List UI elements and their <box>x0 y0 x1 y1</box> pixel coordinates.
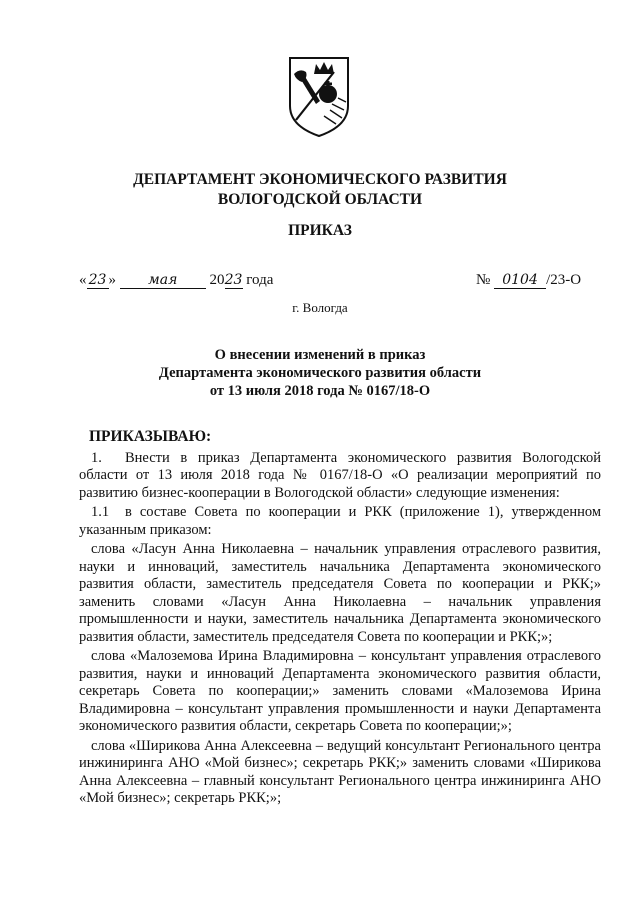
coat-of-arms-shield <box>286 54 352 138</box>
date-year-prefix: 20 <box>209 272 225 288</box>
order-number <box>476 270 581 290</box>
paragraph-malozemova: слова «Малоземова Ирина Владимировна – консультант управления отраслевого развития, науки и инноваций Департамента экономического развития области, секретарь Совета по кооперации;» заменить словами «Малоземова Ирина Владимировна – консультант управления промышленности и науки Департамента экономического развития области, секретарь Совета по кооперации;»; <box>79 648 601 734</box>
paragraph-1-1-text: в составе Совета по кооперации и РКК (приложение 1), утвержденном указанным приказом: <box>79 504 601 538</box>
number-value: 0104 <box>494 272 546 289</box>
order-subject <box>0 346 640 400</box>
subject-line-2: Департамента экономического развития области <box>158 365 482 381</box>
date-year-suffix: 23 <box>224 272 243 288</box>
date-month: мая <box>120 272 206 289</box>
department-line-1: ДЕПАРТАМЕНТ ЭКОНОМИЧЕСКОГО РАЗВИТИЯ <box>133 171 507 188</box>
number-suffix: /23-О <box>546 272 582 288</box>
paragraph-shirikova: слова «Ширикова Анна Алексеевна – ведущий консультант Регионального центра инжиниринга АНО «Мой бизнес»; секретарь РКК;» заменить словами «Ширикова Анна Алексеевна – главный консультант Регионального центра инжиниринга АНО «Мой бизнес»; секретарь РКК;»; <box>79 737 601 806</box>
order-heading: ПРИКАЗЫВАЮ: <box>89 428 212 445</box>
department-line-2: ВОЛОГОДСКОЙ ОБЛАСТИ <box>217 191 423 208</box>
order-date <box>79 270 273 290</box>
date-year-word: года <box>246 272 274 288</box>
paragraph-1-1-number: 1.1 <box>91 504 110 520</box>
date-close-quote: » <box>108 272 116 288</box>
order-body <box>79 428 601 810</box>
paragraph-1 <box>79 450 601 503</box>
date-open-quote: « <box>79 272 87 288</box>
subject-line-3: от 13 июля 2018 года № 0167/18-О <box>209 383 431 399</box>
number-sign: № <box>476 272 491 288</box>
paragraph-1-1 <box>79 504 601 539</box>
paragraph-1-text: Внести в приказ Департамента экономического развития Вологодской области от 13 июля 2018 года № 0167/18-О «О реализации мероприятий по развитию бизнес-кооперации в Вологодской области» следующие изменения: <box>79 449 601 501</box>
city: г. Вологда <box>292 300 348 315</box>
paragraph-1-number: 1. <box>91 449 102 466</box>
subject-line-1: О внесении изменений в приказ <box>214 347 426 363</box>
document-type: ПРИКАЗ <box>288 222 352 239</box>
department-name <box>0 170 640 210</box>
paragraph-lasun: слова «Ласун Анна Николаевна – начальник управления отраслевого развития, науки и инноваций, заместитель начальника Департамента экономического развития области, заместитель председателя Совета по кооперации и РКК;» заменить словами «Ласун Анна Николаевна – начальник управления промышленности и науки, заместитель начальника Департамента экономического развития области, заместитель председателя Совета по кооперации и РКК;»; <box>79 541 601 645</box>
date-day: 23 <box>87 272 109 289</box>
coat-of-arms-icon <box>286 54 352 138</box>
